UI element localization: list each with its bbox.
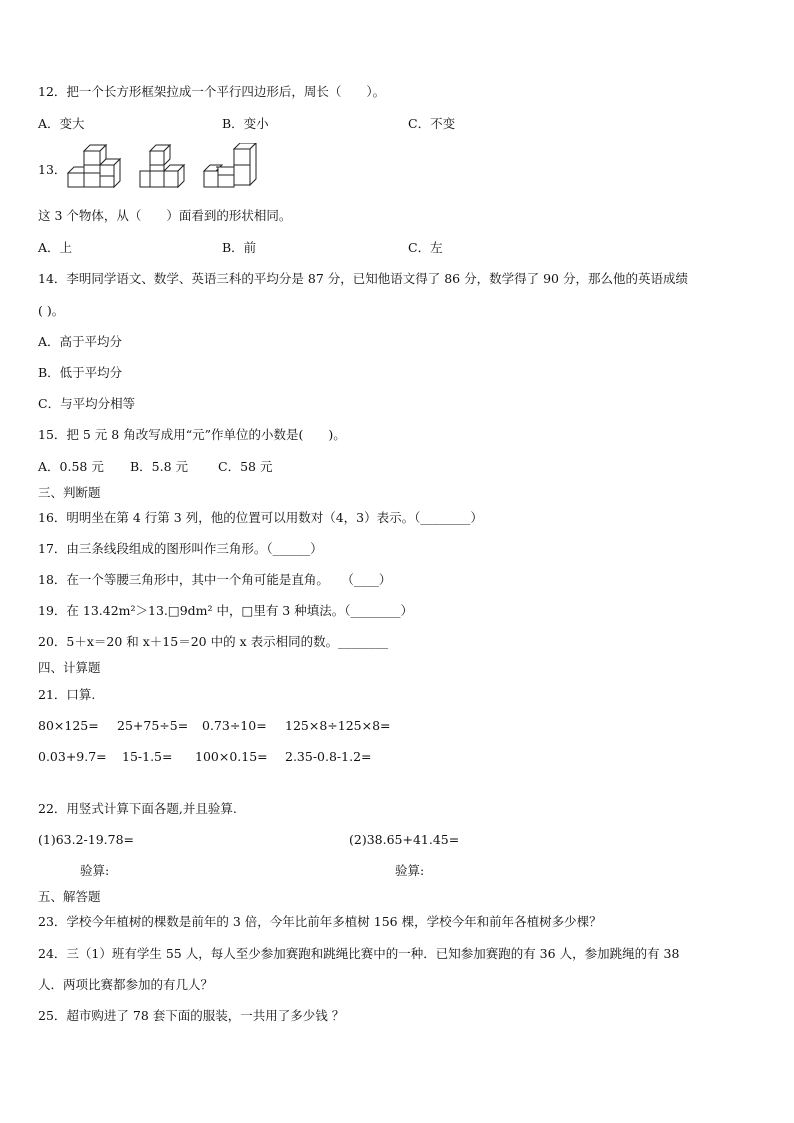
q14-option-c[interactable]: C．与平均分相等 [38, 396, 136, 411]
q13-option-c[interactable]: C．左 [408, 240, 443, 255]
q13-option-b[interactable]: B．前 [222, 240, 257, 255]
q12-option-a[interactable]: A．变大 [38, 116, 85, 131]
q14-stem-line1: 14．李明同学语文、数学、英语三科的平均分是 87 分，已知他语文得了 86 分，数学得了 90 分，那么他的英语成绩 [38, 271, 688, 286]
section-4-heading: 四、计算题 [38, 660, 101, 675]
q15-stem: 15．把 5 元 8 角改写成用“元”作单位的小数是( )。 [38, 427, 346, 442]
q13-number: 13． [38, 162, 67, 177]
q17: 17．由三条线段组成的图形叫作三角形。（______） [38, 541, 323, 556]
q22-title: 22．用竖式计算下面各题,并且验算. [38, 801, 237, 816]
q13-stem: 这 3 个物体，从（ ）面看到的形状相同。 [38, 208, 292, 223]
q21-item: 0.73÷10= [202, 718, 267, 733]
section-5-heading: 五、解答题 [38, 889, 101, 904]
cube-figure-1 [64, 143, 126, 193]
q22-check-2: 验算: [395, 863, 425, 878]
section-3-heading: 三、判断题 [38, 485, 101, 500]
q24-line2: 人．两项比赛都参加的有几人？ [38, 977, 214, 992]
q21-title: 21．口算. [38, 687, 96, 702]
q14-stem-line2: ( )。 [38, 303, 65, 318]
q23: 23．学校今年植树的棵数是前年的 3 倍，今年比前年多植树 156 棵，学校今年和前年各植树多少棵？ [38, 914, 602, 929]
q21-item: 100×0.15= [195, 749, 268, 764]
q15-option-a[interactable]: A．0.58 元 [38, 459, 104, 474]
q12-option-b[interactable]: B．变小 [222, 116, 269, 131]
q14-option-a[interactable]: A．高于平均分 [38, 334, 123, 349]
q16: 16．明明坐在第 4 行第 3 列，他的位置可以用数对（4，3）表示。（________） [38, 510, 483, 525]
q15-option-b[interactable]: B．5.8 元 [130, 459, 189, 474]
q13-option-a[interactable]: A．上 [38, 240, 73, 255]
q14-option-b[interactable]: B．低于平均分 [38, 365, 123, 380]
cube-figure-3 [200, 143, 262, 193]
q22-problem-2: (2)38.65+41.45= [349, 832, 460, 847]
q21-item: 80×125= [38, 718, 99, 733]
q24-line1: 24．三（1）班有学生 55 人，每人至少参加赛跑和跳绳比赛中的一种．已知参加赛跑的有 36 人，参加跳绳的有 38 [38, 946, 680, 961]
q21-item: 2.35-0.8-1.2= [285, 749, 372, 764]
q21-item: 25+75÷5= [117, 718, 189, 733]
q12-stem: 12．把一个长方形框架拉成一个平行四边形后，周长（ ）。 [38, 84, 386, 99]
q22-problem-1: (1)63.2-19.78= [38, 832, 135, 847]
q25: 25．超市购进了 78 套下面的服装，一共用了多少钱 ？ [38, 1008, 345, 1023]
q19: 19．在 13.42m²＞13.□9dm² 中，□里有 3 种填法。（________） [38, 603, 413, 618]
q15-option-c[interactable]: C．58 元 [218, 459, 273, 474]
cube-figure-2 [138, 143, 190, 193]
q22-check-1: 验算: [80, 863, 110, 878]
q12-option-c[interactable]: C．不变 [408, 116, 456, 131]
q21-item: 15-1.5= [122, 749, 173, 764]
q21-item: 125×8÷125×8= [285, 718, 391, 733]
q21-item: 0.03+9.7= [38, 749, 107, 764]
q18: 18．在一个等腰三角形中，其中一个角可能是直角。 （____） [38, 572, 392, 587]
q20: 20．5＋x＝20 和 x＋15＝20 中的 x 表示相同的数。________ [38, 634, 389, 649]
